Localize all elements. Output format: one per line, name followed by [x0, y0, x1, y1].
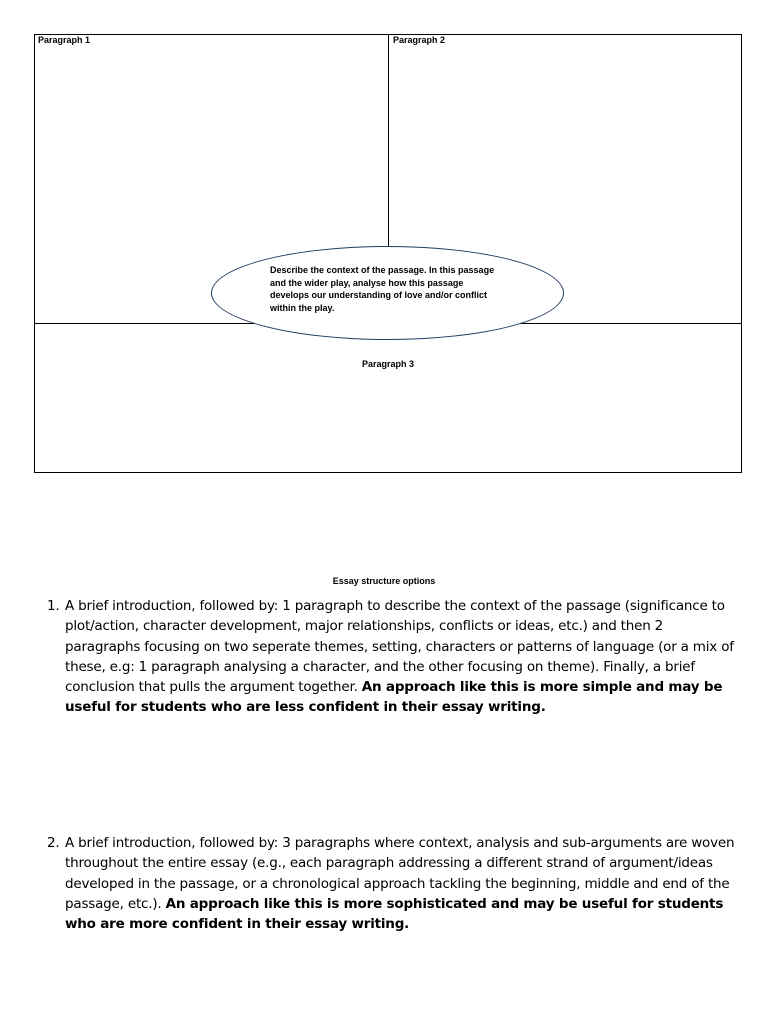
option-text: A brief introduction, followed by: 1 paragraph to describe the context of the passage (significance to plot/action, character development, major relationships, conflicts or ideas, etc.) and then 2 paragraphs focusing on two seperate themes, setting, characters or patterns of language (or a mix of these, e.g: 1 paragraph analysing a character, and the other focusing on theme). Finally, a brief conclusion that pulls the argument together. — [65, 598, 734, 696]
paragraph-3-label: Paragraph 3 — [361, 359, 415, 369]
option-body — [65, 596, 739, 718]
paragraph-1-label: Paragraph 1 — [38, 35, 91, 45]
option-bold-text: An approach like this is more sophisticated and may be useful for students who are more confident in their essay writing. — [65, 895, 724, 933]
option-text: A brief introduction, followed by: 3 paragraphs where context, analysis and sub-arguments are woven throughout the entire essay (e.g., each paragraph addressing a different strand of argument/ideas developed in the passage, or a chronological approach tackling the beginning, middle and end of the passage, etc.). — [65, 835, 735, 912]
option-number: 1. — [47, 598, 60, 614]
option-number: 2. — [47, 835, 60, 851]
essay-option-1 — [47, 596, 739, 718]
essay-option-2 — [47, 833, 739, 934]
paragraph-planner-diagram — [34, 34, 742, 473]
paragraph-2-label: Paragraph 2 — [393, 35, 446, 45]
option-body — [65, 833, 739, 934]
context-prompt-text: Describe the context of the passage. In this passage and the wider play, analyse how this passage develops our understanding of love and/or conflict within the play. — [270, 265, 495, 313]
essay-structure-title: Essay structure options — [332, 576, 436, 586]
option-bold-text: An approach like this is more simple and may be useful for students who are less confident in their essay writing. — [65, 679, 723, 716]
context-prompt-ellipse — [211, 246, 564, 340]
